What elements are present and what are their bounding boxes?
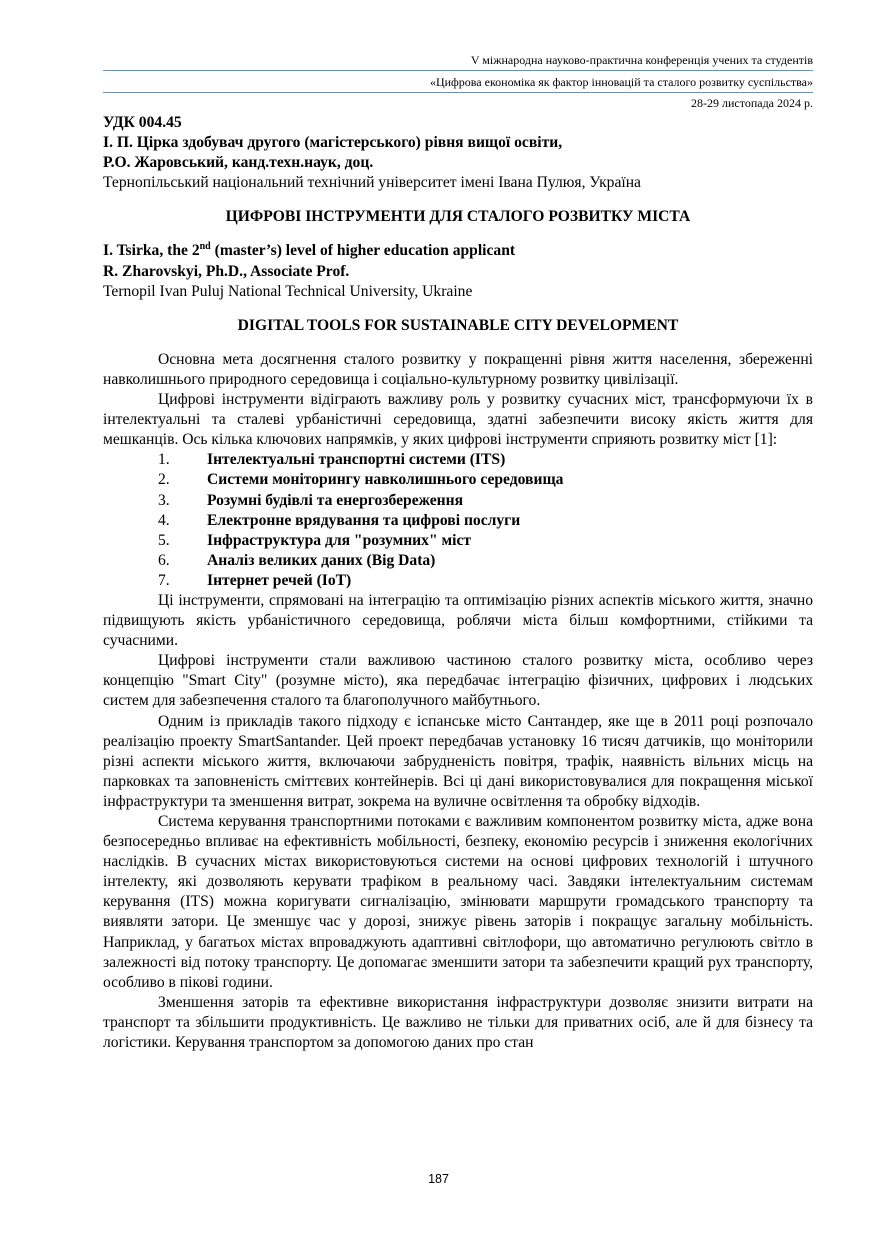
udk-code: УДК 004.45: [103, 114, 182, 131]
list-item: 3. Розумні будівлі та енергозбереження: [158, 491, 464, 509]
paragraph: Зменшення заторів та ефективне використання інфраструктури дозволяє знизити витрати на транспорт та збільшити продуктивність. Це важливо не тільки для приватних осіб, але й для бізнесу та логістики. Керування транспортом за допомогою даних про стан: [103, 993, 813, 1052]
author-en-2: R. Zharovskyi, Ph.D., Associate Prof.: [103, 262, 350, 280]
list-item: 1. Інтелектуальні транспортні системи (ITS): [158, 451, 506, 469]
title-en: DIGITAL TOOLS FOR SUSTAINABLE CITY DEVELOPMENT: [237, 316, 679, 334]
article-body: [103, 113, 813, 1053]
paragraph: Одним із прикладів такого підходу є іспанське місто Сантандер, яке ще в 2011 році розпочало реалізацію проекту SmartSantander. Цей проект передбачав установку 16 тисяч датчиків, що моніторили різні аспекти міського життя, включаючи забрудненість повітря, трафік, наявність вільних місць на парковках та заповненість сміттєвих контейнерів. Всі ці дані використовувалися для покращення міської інфраструктури та зменшення витрат, зокрема на вуличне освітлення та обробку відходів.: [103, 712, 813, 810]
affiliation-ua: Тернопільський національний технічний університет імені Івана Пулюя, Україна: [103, 174, 641, 192]
list-item: 2. Системи моніторингу навколишнього середовища: [158, 471, 564, 489]
list-item: 7. Інтернет речей (IoT): [158, 571, 352, 589]
paragraph: Система керування транспортними потоками є важливим компонентом розвитку міста, адже вона безпосередньо впливає на ефективність мобільності, безпеку, економію ресурсів і зниження екологічних наслідків. В сучасних містах використовуються системи на основі цифрових технологій і штучного інтелекту, які дозволяють керувати трафіком в реальному часі. Завдяки інтелектуальним системам керування (ITS) можна коригувати сигналізацію, змінювати маршрути громадського транспорту та виявляти затори. Це зменшує час у дорозі, знижує рівень заторів і покращує загальну мобільність. Наприклад, у багатьох містах впроваджують адаптивні світлофори, що автоматично регулюють світло в залежності від потоку транспорту. Це допомагає зменшити затори та забезпечити кращий рух транспорту, особливо в пікові години.: [103, 813, 813, 991]
header-divider-top: [103, 70, 813, 71]
title-ua: ЦИФРОВІ ІНСТРУМЕНТИ ДЛЯ СТАЛОГО РОЗВИТКУ МІСТА: [225, 208, 691, 226]
header-date: 28-29 листопада 2024 р.: [691, 96, 813, 110]
header-conference: V міжнародна науково-практична конференція учених та студентів: [470, 53, 813, 67]
paragraph: Ці інструменти, спрямовані на інтеграцію та оптимізацію різних аспектів міського життя, значно підвищують якість урбаністичного середовища, роблячи міста більш комфортними, стійкими та сучасними.: [103, 591, 813, 650]
author-ua-1: І. П. Цірка здобувач другого (магістерського) рівня вищої освіти,: [103, 134, 563, 152]
paragraph: Основна мета досягнення сталого розвитку у покращенні рівня життя населення, збереженні навколишнього природного середовища і соціально-культурному розвитку цивілізації.: [103, 350, 813, 388]
author-ua-2: Р.О. Жаровський, канд.техн.наук, доц.: [103, 154, 374, 172]
list-item: 6. Аналіз великих даних (Big Data): [158, 551, 436, 569]
paragraph: Цифрові інструменти відіграють важливу роль у розвитку сучасних міст, трансформуючи їх в інтелектуальні та сталеві урбаністичні середовища, здатні забезпечити високу якість життя для мешканців. Ось кілька ключових напрямків, у яких цифрові інструменти сприяють розвитку міст [1]:: [103, 391, 813, 449]
page-number: 187: [428, 1172, 449, 1186]
header-theme: «Цифрова економіка як фактор інновацій та сталого розвитку суспільства»: [429, 75, 813, 89]
paragraph: Цифрові інструменти стали важливою частиною сталого розвитку міста, особливо через концепцію "Smart City" (розумне місто), яка передбачає інтеграцію фізичних, цифрових і людських систем для забезпечення сталого та благополучного майбутнього.: [103, 652, 813, 710]
author-en-1: I. Tsirka, the 2nd (master’s) level of higher education applicant: [103, 241, 516, 260]
list-item: 5. Інфраструктура для "розумних" міст: [158, 531, 472, 549]
tools-list: [103, 450, 813, 591]
list-item: 4. Електронне врядування та цифрові послуги: [158, 511, 521, 529]
header-divider-bottom: [103, 92, 813, 93]
affiliation-en: Ternopil Ivan Puluj National Technical University, Ukraine: [103, 282, 473, 300]
